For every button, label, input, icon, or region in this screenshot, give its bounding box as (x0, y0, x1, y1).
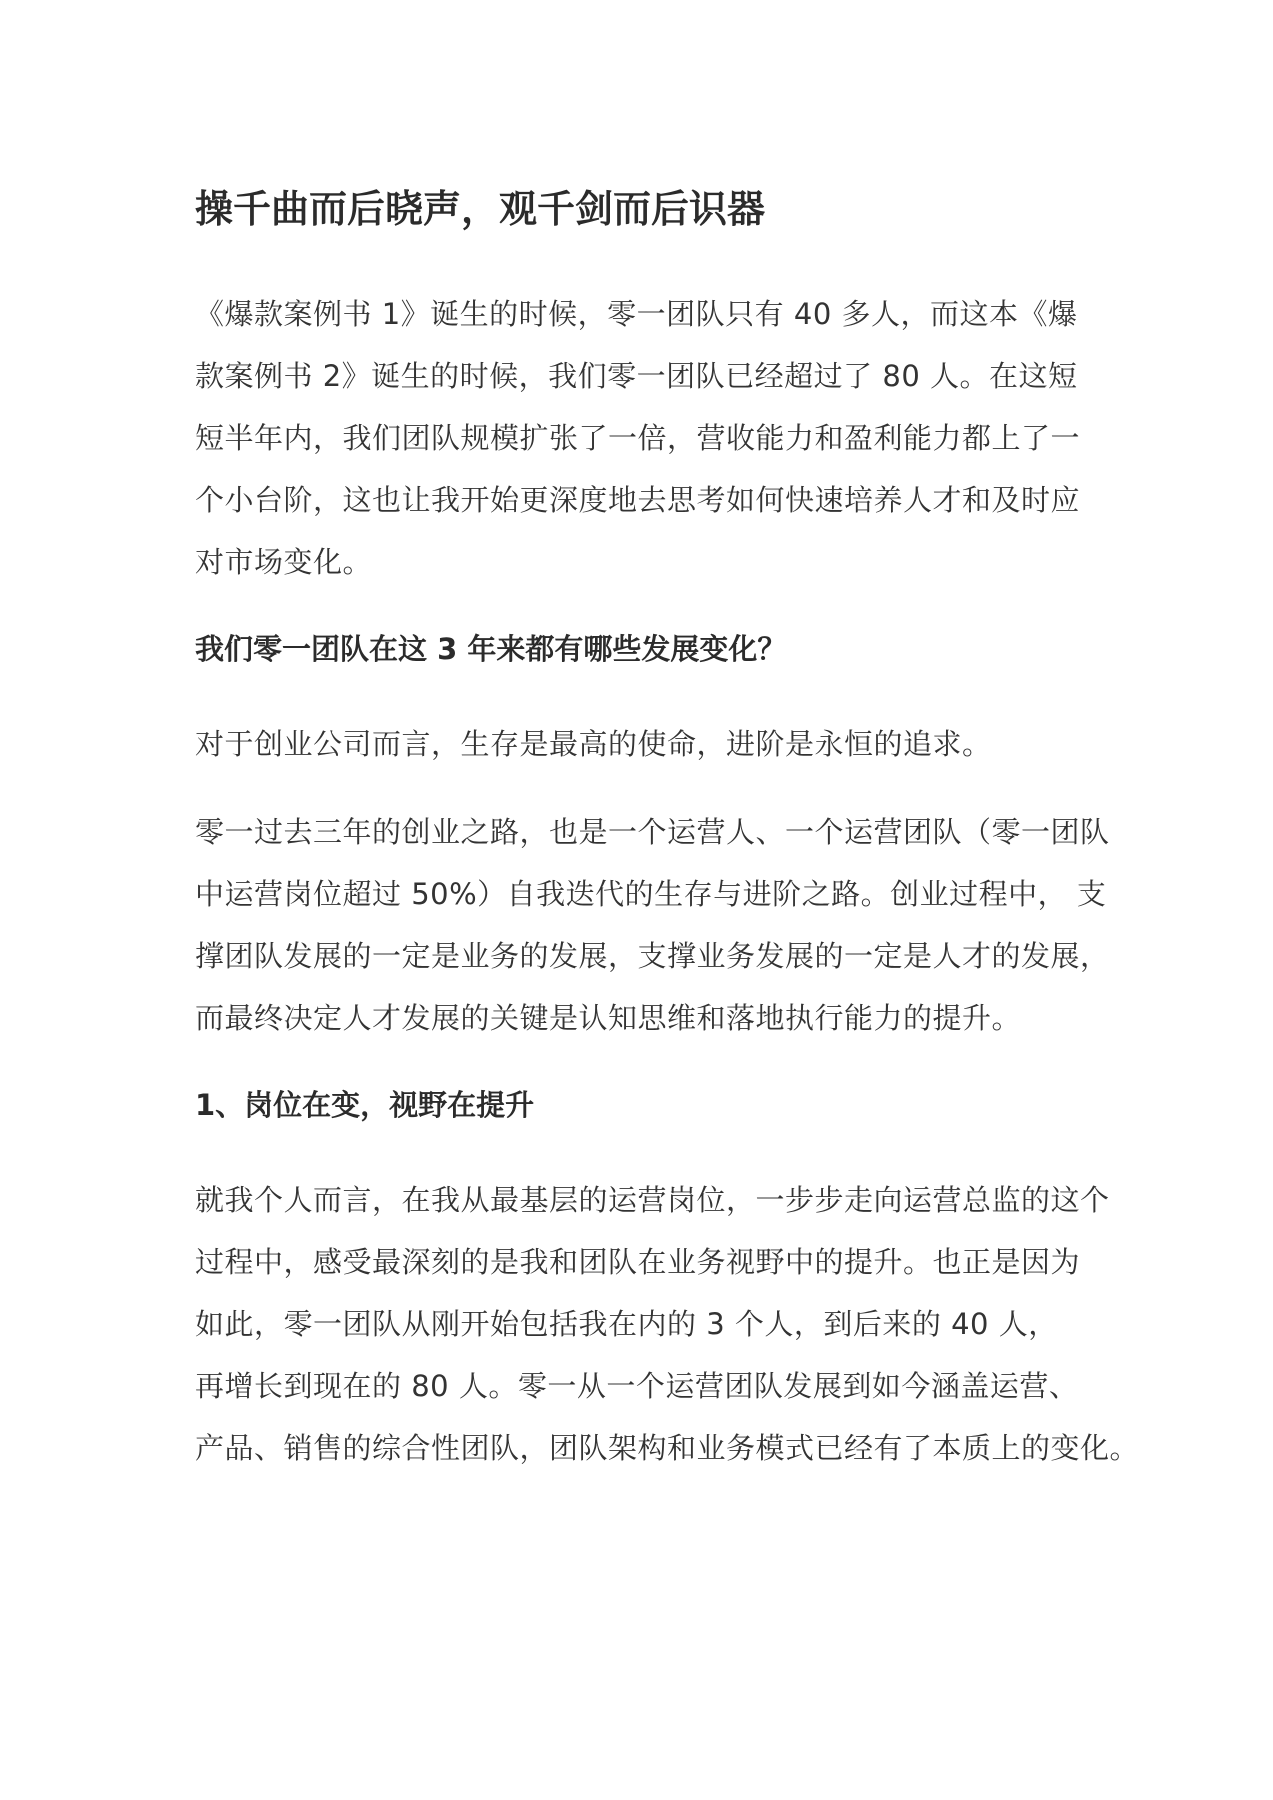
text-line: 对于创业公司而言，生存是最高的使命，进阶是永恒的追求。 (195, 727, 992, 761)
text-line: 短半年内，我们团队规模扩张了一倍，营收能力和盈利能力都上了一 (195, 421, 1081, 455)
text-line: 零一过去三年的创业之路，也是一个运营人、一个运营团队（零一团队 (195, 815, 1110, 849)
personal-growth-paragraph (195, 1169, 1140, 1479)
text-line: 产品、销售的综合性团队，团队架构和业务模式已经有了本质上的变化。 (195, 1431, 1140, 1465)
section-heading-development: 我们零一团队在这 3 年来都有哪些发展变化？ (195, 632, 787, 666)
text-line: 个小台阶，这也让我开始更深度地去思考如何快速培养人才和及时应 (195, 483, 1081, 517)
intro-paragraph (195, 283, 1115, 593)
text-line: 过程中，感受最深刻的是我和团队在业务视野中的提升。也正是因为 (195, 1245, 1081, 1279)
text-line: 而最终决定人才发展的关键是认知思维和落地执行能力的提升。 (195, 1001, 1022, 1035)
mission-paragraph (195, 713, 1115, 775)
text-line: 再增长到现在的 80 人。零一从一个运营团队发展到如今涵盖运营、 (195, 1369, 1079, 1403)
page-title: 操千曲而后晓声，观千剑而后识器 (195, 187, 766, 231)
text-line: 就我个人而言，在我从最基层的运营岗位，一步步走向运营总监的这个 (195, 1183, 1110, 1217)
text-line: 中运营岗位超过 50%）自我迭代的生存与进阶之路。创业过程中， 支 (195, 877, 1107, 911)
text-line: 撑团队发展的一定是业务的发展，支撑业务发展的一定是人才的发展， (195, 939, 1110, 973)
text-line: 款案例书 2》诞生的时候，我们零一团队已经超过了 80 人。在这短 (195, 359, 1078, 393)
text-line: 对市场变化。 (195, 545, 373, 579)
text-line: 如此，零一团队从刚开始包括我在内的 3 个人，到后来的 40 人， (195, 1307, 1058, 1341)
document-content (195, 183, 1140, 1479)
startup-path-paragraph (195, 801, 1115, 1049)
section-heading-position: 1、岗位在变，视野在提升 (195, 1088, 535, 1122)
text-line: 《爆款案例书 1》诞生的时候，零一团队只有 40 多人，而这本《爆 (195, 297, 1078, 331)
